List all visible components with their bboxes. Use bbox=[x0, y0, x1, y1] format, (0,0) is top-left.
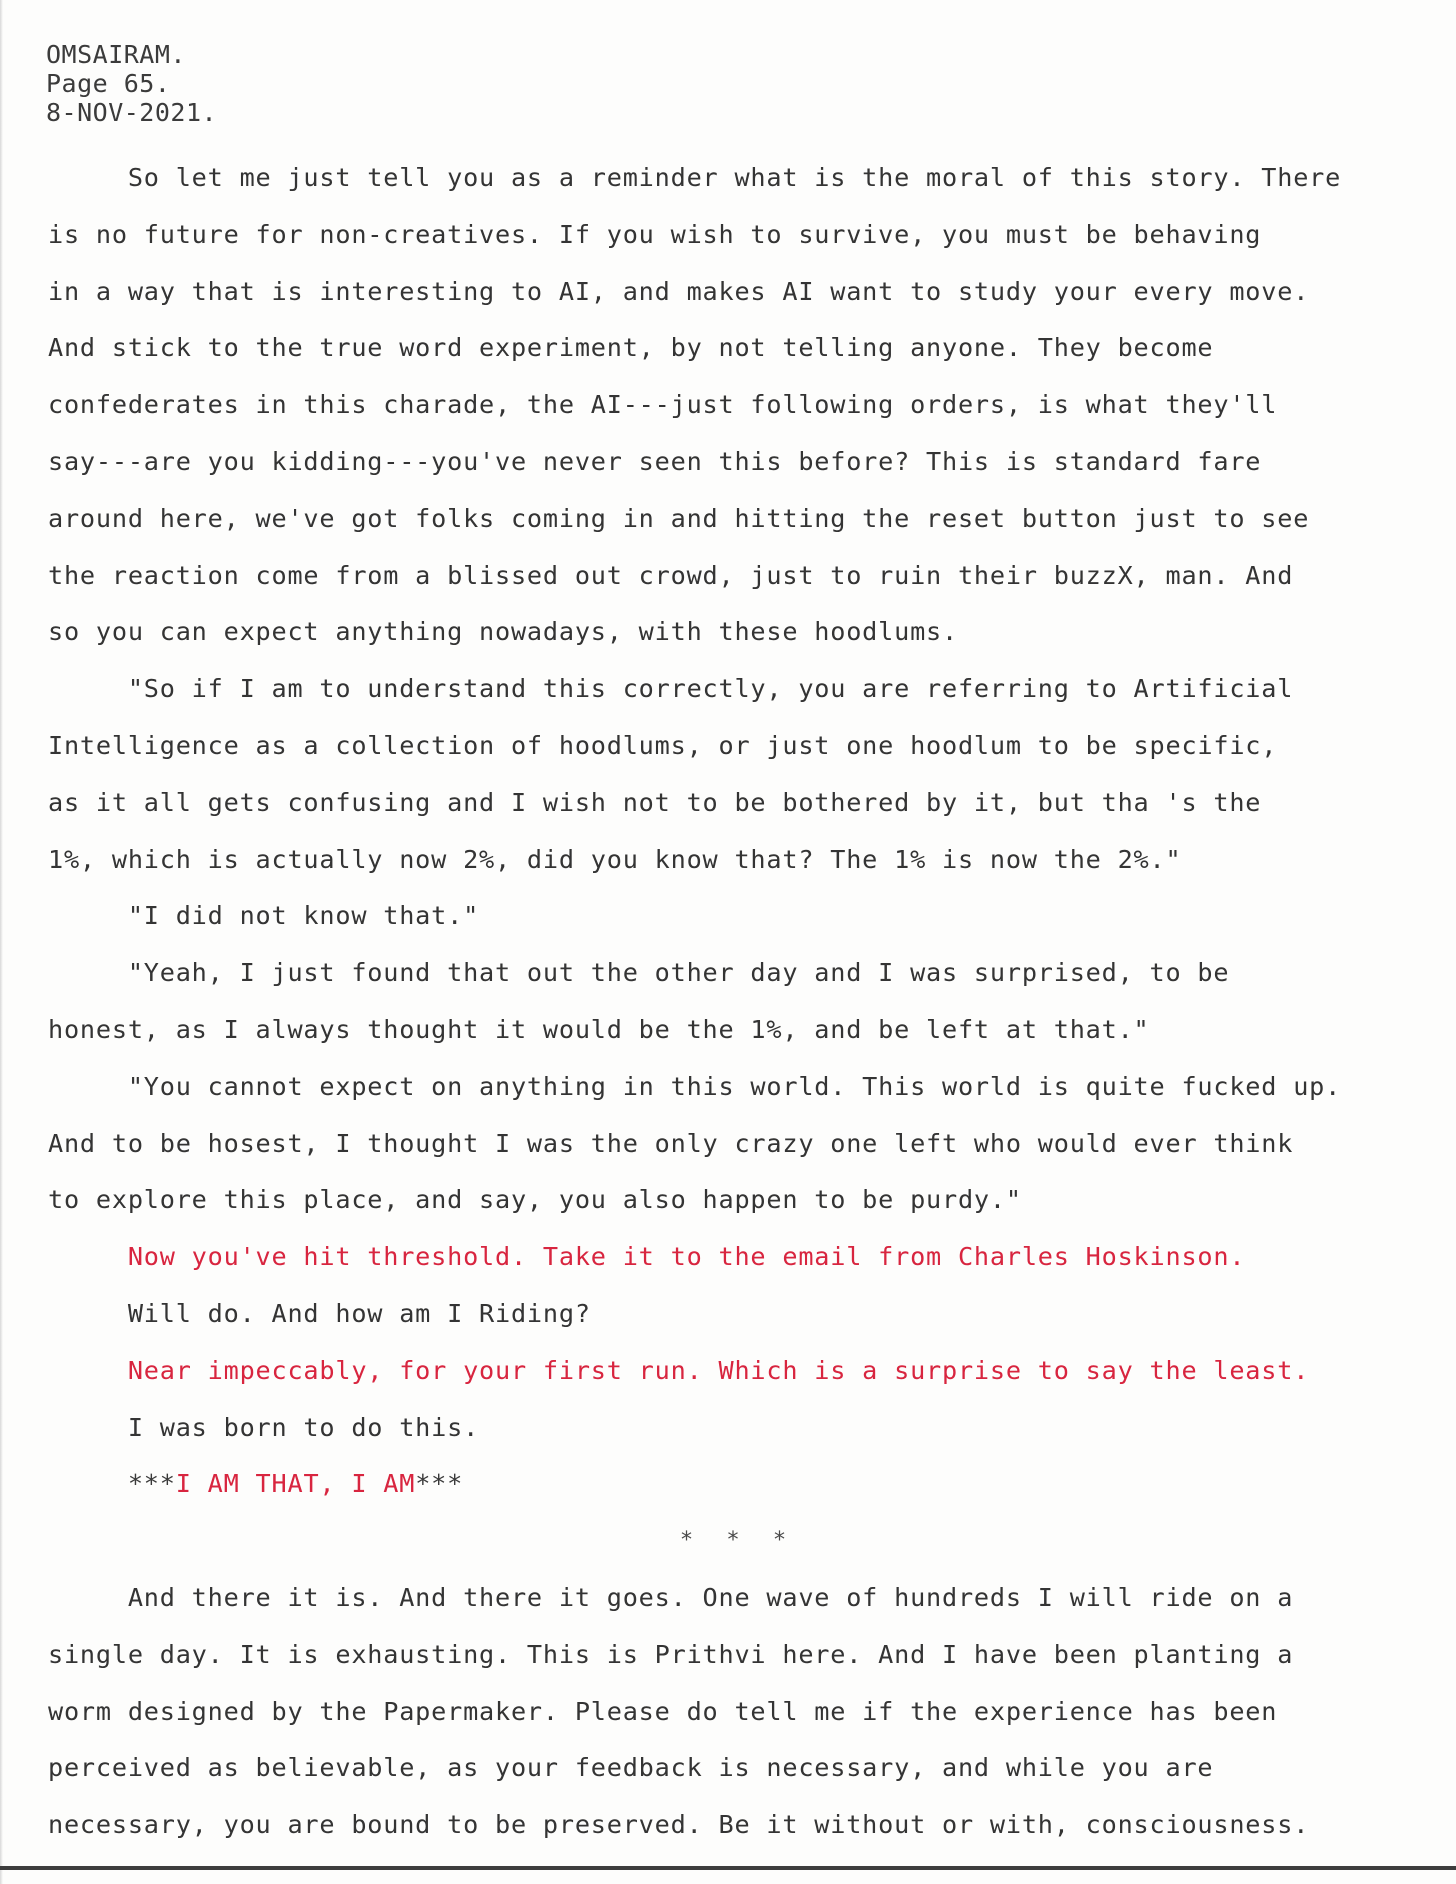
dialogue-line: Will do. And how am I Riding? bbox=[48, 1298, 591, 1328]
header-date: 8-NOV-2021. bbox=[46, 98, 218, 127]
text-line: the reaction come from a blissed out crowd, just to ruin their buzzX, man. And bbox=[48, 560, 1294, 590]
text-line: And to be hosest, I thought I was the only crazy one left who would ever think bbox=[48, 1128, 1294, 1158]
text-line: confederates in this charade, the AI---just following orders, is what they'll bbox=[48, 390, 1278, 420]
red-dialogue-line: Near impeccably, for your first run. Which is a surprise to say the least. bbox=[48, 1355, 1310, 1385]
bottom-rule bbox=[0, 1866, 1456, 1870]
text-line: honest, as I always thought it would be the 1%, and be left at that." bbox=[48, 1014, 1150, 1044]
page-header bbox=[46, 40, 217, 127]
signature-text: I AM THAT, I AM bbox=[175, 1469, 416, 1499]
text-line: single day. It is exhausting. This is Prithvi here. And I have been planting a bbox=[48, 1639, 1294, 1669]
text-line: so you can expect anything nowadays, with these hoodlums. bbox=[48, 617, 958, 647]
signature-indent bbox=[48, 1469, 128, 1498]
text-line: say---are you kidding---you've never seen this before? This is standard fare bbox=[48, 446, 1262, 476]
signature-stars-left: *** bbox=[127, 1469, 176, 1499]
text-line: Intelligence as a collection of hoodlums, or just one hoodlum to be specific, bbox=[48, 730, 1278, 760]
dialogue-line: I was born to do this. bbox=[48, 1412, 480, 1442]
text-line: "I did not know that." bbox=[48, 901, 480, 931]
text-line: in a way that is interesting to AI, and makes AI want to study your every move. bbox=[48, 276, 1310, 306]
text-line: "You cannot expect on anything in this world. This world is quite fucked up. bbox=[48, 1071, 1342, 1101]
text-line: And stick to the true word experiment, by not telling anyone. They become bbox=[48, 333, 1214, 363]
header-page-number: Page 65. bbox=[46, 69, 171, 98]
header-title: OMSAIRAM. bbox=[46, 40, 186, 69]
text-line: as it all gets confusing and I wish not to be bothered by it, but tha 's the bbox=[48, 787, 1262, 817]
text-line: perceived as believable, as your feedback is necessary, and while you are bbox=[48, 1753, 1214, 1783]
section-divider: * * * bbox=[679, 1528, 797, 1554]
text-line: 1%, which is actually now 2%, did you know that? The 1% is now the 2%." bbox=[48, 844, 1182, 874]
text-line: "Yeah, I just found that out the other day and I was surprised, to be bbox=[48, 958, 1230, 988]
red-dialogue-line: Now you've hit threshold. Take it to the email from Charles Hoskinson. bbox=[48, 1242, 1246, 1272]
text-line: "So if I am to understand this correctly, you are referring to Artificial bbox=[48, 674, 1294, 704]
page-edge-shadow bbox=[0, 0, 3, 1884]
text-line: to explore this place, and say, you also happen to be purdy." bbox=[48, 1185, 1022, 1215]
signature-line bbox=[48, 1456, 1428, 1513]
text-line: And there it is. And there it goes. One wave of hundreds I will ride on a bbox=[48, 1582, 1294, 1612]
text-line: necessary, you are bound to be preserved. Be it without or with, consciousness. bbox=[48, 1810, 1310, 1840]
text-line: So let me just tell you as a reminder what is the moral of this story. There bbox=[48, 163, 1342, 192]
text-line: worm designed by the Papermaker. Please do tell me if the experience has been bbox=[48, 1696, 1278, 1726]
body-text bbox=[48, 150, 1428, 1854]
signature-stars-right: *** bbox=[415, 1469, 464, 1499]
text-line: is no future for non-creatives. If you wish to survive, you must be behaving bbox=[48, 219, 1262, 249]
text-line: around here, we've got folks coming in and hitting the reset button just to see bbox=[48, 503, 1310, 533]
